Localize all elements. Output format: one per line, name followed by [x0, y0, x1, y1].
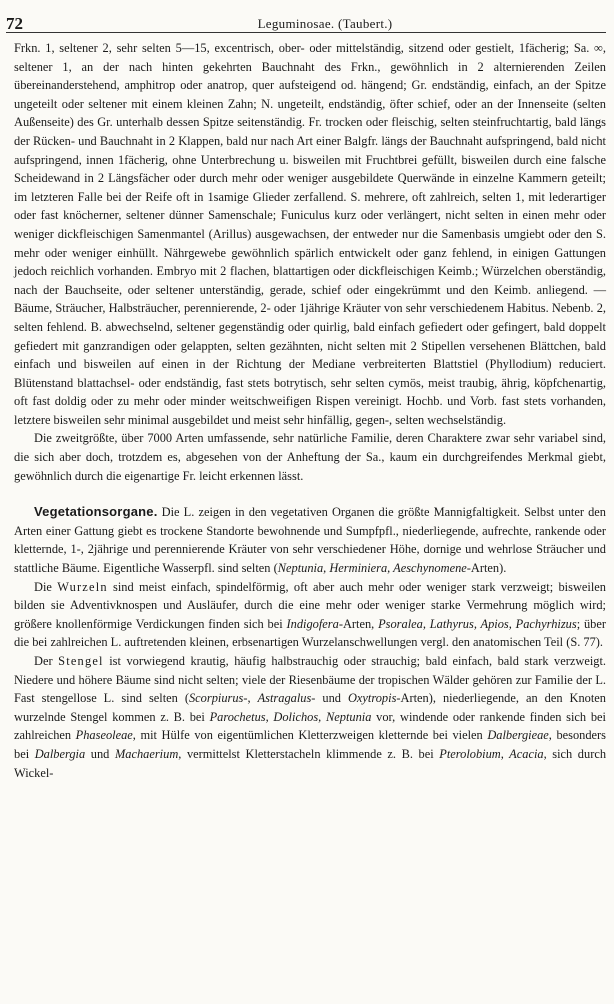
italic-taxon: Oxytropis — [347, 691, 397, 706]
italic-taxon: Machaerium — [114, 746, 179, 761]
section-gap — [14, 485, 606, 503]
text-run: sind meist einfach, spindelförmig, oft aber auch mehr oder weniger stark verzweigt; bisweilen bilden sie Adventivknospen und Ausläufer, durch die eine mehr oder weniger starke Vermehrung möglich wird; größere knollenförmige Verdickungen finden sich bei — [14, 579, 606, 631]
text-run: Die L. zeigen in den vegetativen Organen die größte Mannigfaltigkeit. Selbst unter den Arten einer Gattung giebt es trockene Standorte bewohnende und Sumpfpfl., niederliegende, aufrechte, rankende oder kletternde, 1-, 2jährige und perennierende Kräuter von sehr verschiedener Höhe, dornige und wehrlose Sträucher und stattliche Bäume. Eigentliche Wasserpfl. sind selten ( — [14, 505, 606, 576]
text-run: ist vorwiegend krautig, häufig halbstrauchig oder strauchig; bald einfach, bald stark verzweigt. Niedere und höhere Bäume sind nicht selten; viele der Riesenbäume der tropischen Wälder gehören zur Familie der L. Fast stengellose L. sind selten ( — [14, 654, 606, 706]
italic-taxon: Scorpiurus — [188, 691, 244, 706]
paragraph-family-summary: Die zweitgrößte, über 7000 Arten umfassende, sehr natürliche Familie, deren Charaktere zwar sehr variabel sind, die sich aber doch, trotzdem es, abgesehen von der Anheftung der Sa., kaum ein durchgreifendes Merkmal giebt, gewöhnlich durch die eigenartige Fr. leicht erkennen lässt. — [14, 431, 606, 483]
paragraph-stengel — [14, 652, 606, 782]
italic-taxon: Phaseoleae — [75, 728, 133, 743]
text-run: vor, windende oder rankende finden sich bei zahlreichen — [14, 709, 606, 743]
text-run: , sich durch Wickel- — [14, 746, 607, 780]
italic-taxon: Pterolobium, Acacia — [439, 746, 544, 761]
italic-taxon: Neptunia, Herminiera, Aeschynomene — [277, 561, 467, 576]
running-head: Leguminosae. (Taubert.) — [257, 16, 393, 31]
text-run: - und — [311, 691, 348, 706]
text-run: , besonders bei — [14, 728, 607, 761]
italic-taxon: Psoralea, Lathyrus, Apios, Pachyrhizus — [378, 616, 577, 631]
text-run: -Arten). — [466, 561, 507, 576]
italic-taxon: Astragalus — [257, 691, 312, 706]
italic-taxon: Indigofera — [286, 616, 339, 631]
text-run: ; über die bei zahlreichen L. auftretenden kleinen, erbsenartigen Wurzelanschwellungen vergl. den anatomischen Teil (S. 77). — [14, 616, 606, 650]
page-header — [6, 8, 606, 33]
body-text — [14, 39, 606, 782]
text-run: -Arten, — [338, 616, 379, 631]
italic-taxon: Dalbergia — [34, 746, 86, 761]
text-run: , vermittelst Kletterstacheln klimmende z. B. bei — [178, 746, 440, 761]
section-heading: Vegetationsorgane. — [34, 504, 158, 520]
text-run: Der — [34, 654, 59, 668]
text-run: Die — [34, 579, 58, 594]
page-number: 72 — [6, 14, 23, 33]
text-run: und — [85, 746, 115, 761]
spaced-term: Wurzeln — [57, 579, 108, 594]
text-run: -Arten), niederliegende, an den Knoten wurzelnde Stengel kommen z. B. bei — [14, 691, 606, 724]
italic-taxon: Dalbergieae — [487, 728, 549, 743]
text-run: , mit Hülfe von eigentümlichen Kletterzweigen kletternde bei vielen — [132, 728, 488, 743]
header-rule — [6, 32, 606, 33]
spaced-term: Stengel — [58, 654, 104, 668]
paragraph-wurzeln — [14, 578, 606, 652]
paragraph-fruit-description: Frkn. 1, seltener 2, sehr selten 5—15, excentrisch, ober- oder mittelständig, sitzend oder gestielt, 1fächerig; Sa. ∞, seltener 1, an der nach hinten gekehrten Bauchnaht des Frkn., gewöhnlich in 2 alternierenden Zeilen übereinanderstehend, amphitrop oder anatrop, quer aufsteigend od. hängend; Gr. endständig, einfach, an der Spitze ungeteilt oder seltener mit einem kleinen Zahn; N. ungeteilt, endständig, öfter schief, oder an der Innenseite (selten Außenseite) des Gr. unterhalb dessen Spitze seitenständig. Fr. trocken oder fleischig, selten steinfruchtartig, bald längs der Rücken- und Bauchnaht in 2 Klappen, bald nur nach Art einer Balgfr. längs der Bauchnaht aufspringend, bald nicht aufspringend, innen 1fächerig, ohne Unterbrechung u. bisweilen mit Fruchtbrei gefüllt, bisweilen durch eine falsche Scheidewand in 2 Längsfächer oder durch mehr oder weniger ausgebildete Querwände in einzelne Kammern geteilt; im letzteren Falle bei der Reife oft in 1samige Glieder zerfallend. S. mehrere, oft zahlreich, selten 1, mit lederartiger oder fast knöcherner, seltener dünner Samenschale; Funiculus kurz oder verlängert, nicht selten in einen mehr oder weniger dickfleischigen Samenmantel (Arillus) ausgewachsen, der entweder nur die Samenbasis umgiebt oder den S. mehr oder weniger einhüllt. Nährgewebe gewöhnlich spärlich entwickelt oder ganz fehlend, in einigen Gattungen jedoch reichlich vorhanden. Embryo mit 2 flachen, blattartigen oder dickfleischigen Keimb.; Würzelchen oberständig, nach der Bauchseite, oder seltener unterständig, gerade, schief oder eingekrümmt und den Keimb. anliegend. — Bäume, Sträucher, Halbsträucher, perennierende, 2- oder 1jährige Kräuter von sehr verschiedenem Habitus. Nebenb. 2, selten fehlend. B. abwechselnd, seltener gegenständig oder quirlig, bald einfach gefiedert oder gefingert, bald doppelt gefiedert mit ganzrandigen oder gelappten, selten gezähnten, nicht selten mit 2 Stipellen versehenen Blättchen, bald einfach und bisweilen auf einen in der Richtung der Mediane verbreiterten Blattstiel (Phyllodium) reduciert. Blütenstand blattachsel- oder endständig, fast stets botrytisch, sehr selten cymös, meist traubig, ährig, köpfchenartig, oft fast doldig oder zu mehr oder minder weitschweifigen Rispen vereinigt. Hochb. und Vorb. fast stets vorhanden, letztere bisweilen sehr minimal ausgebildet und meist sehr hinfällig, gegen-, selten wechselständig. — [14, 41, 606, 427]
text-run: -, — [243, 691, 258, 706]
italic-taxon: Parochetus, Dolichos, Neptunia — [209, 709, 372, 724]
paragraph-vegetationsorgane — [14, 503, 606, 577]
